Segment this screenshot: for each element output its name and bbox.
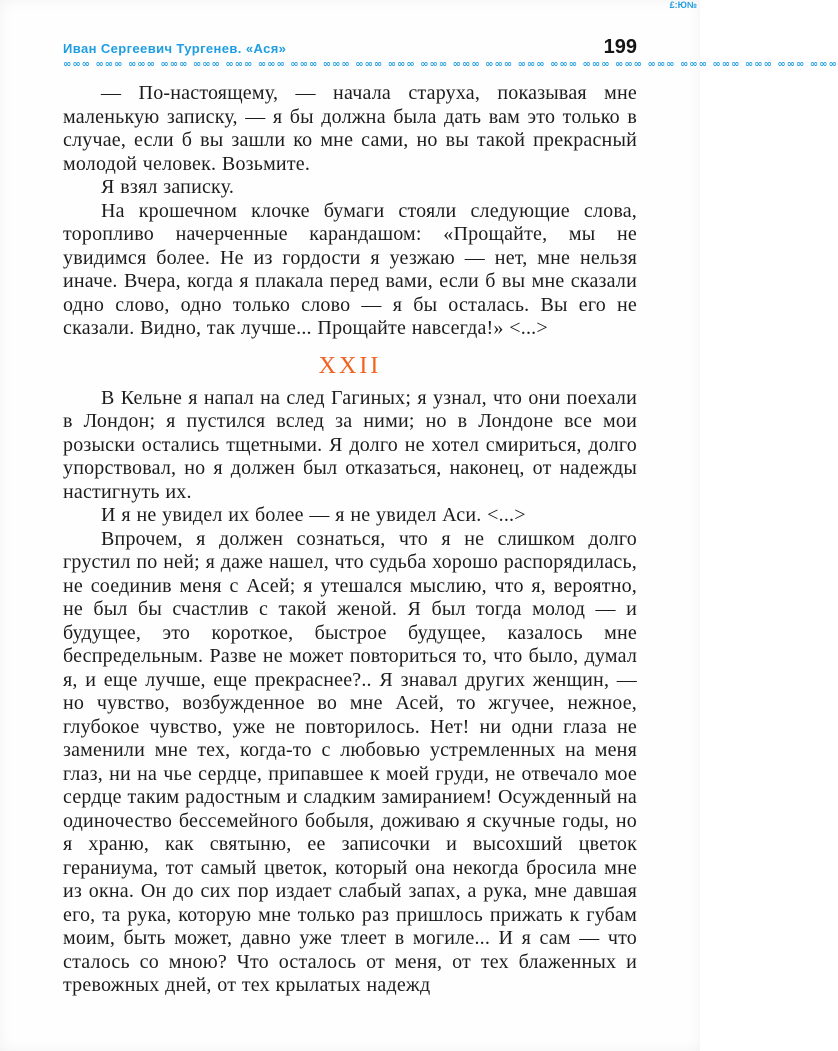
running-title: Иван Сергеевич Тургенев. «Ася» xyxy=(63,41,287,56)
body-text xyxy=(63,82,637,998)
paragraph: Впрочем, я должен сознаться, что я не слишком долго грустил по ней; я даже нашел, что судьба хорошо распорядилась, не соединив меня с Асей; я утешался мыслию, что я, вероятно, не был бы счастлив с такой женой. Я был тогда молод — и будущее, это короткое, быстрое будущее, казалось мне беспредельным. Разве не может повториться то, что было, думал я, и еще лучше, еще прекраснее?.. Я знавал других женщин, — но чувство, возбужденное во мне Асей, то жгучее, нежное, глубокое чувство, уже не повторилось. Нет! ни одни глаза не заменили мне тех, когда-то с любовью устремленных на меня глаз, ни на чье сердце, припавшее к моей груди, не отвечало мое сердце таким радостным и сладким замиранием! Осужденный на одиночество бессемейного бобыля, доживаю я скучные годы, но я храню, как святыню, ее записочки и высохший цветок гераниума, тот самый цветок, который она некогда бросила мне из окна. Он до сих пор издает слабый запах, а рука, мне давшая его, та рука, которую мне только раз пришлось прижать к губам моим, быть может, давно уже тлеет в могиле... И я сам — что сталось со мною? Что осталось от меня, от тех блаженных и тревожных дней, от тех крылатых надежд xyxy=(63,527,637,996)
page-number: 199 xyxy=(603,36,637,58)
page-header xyxy=(63,36,637,59)
corner-watermark: £:Ю№ xyxy=(669,0,697,10)
paragraph: — По-настоящему, — начала старуха, показывая мне маленькую записку, — я бы должна была дать вам это только в случае, если б вы зашли ко мне сами, но вы такой прекрасный молодой человек. Возьмите. xyxy=(63,82,637,175)
chapter-heading: XXII xyxy=(318,352,382,379)
paragraph: На крошечном клочке бумаги стояли следующие слова, торопливо начерченные карандашом: «Прощайте, мы не увидимся более. Не из гордости я уезжаю — нет, мне нельзя иначе. Вчера, когда я плакала перед вами, если б вы мне сказали одно слово, одно только слово — я бы осталась. Вы его не сказали. Видно, так лучше... Прощайте навсегда!» <...> xyxy=(63,199,637,339)
paragraph: В Кельне я напал на след Гагиных; я узнал, что они поехали в Лондон; я пустился вслед за ними; но в Лондоне все мои розыски остались тщетными. Я долго не хотел смириться, долго упорствовал, но я должен был отказаться, наконец, от надежды настигнуть их. xyxy=(63,386,637,503)
paragraph: И я не увидел их более — я не увидел Аси. <...> xyxy=(101,504,526,526)
paragraph: Я взял записку. xyxy=(101,176,235,198)
ornament-rule: ∞∞∞ ∞∞∞ ∞∞∞ ∞∞∞ ∞∞∞ ∞∞∞ ∞∞∞ ∞∞∞ ∞∞∞ ∞∞∞ ∞∞∞ ∞∞∞ ∞∞∞ ∞∞∞ ∞∞∞ ∞∞∞ ∞∞∞ ∞∞∞ ∞∞∞ ∞∞∞ ∞∞∞ ∞∞∞ ∞∞∞ ∞∞∞ xyxy=(63,59,838,70)
